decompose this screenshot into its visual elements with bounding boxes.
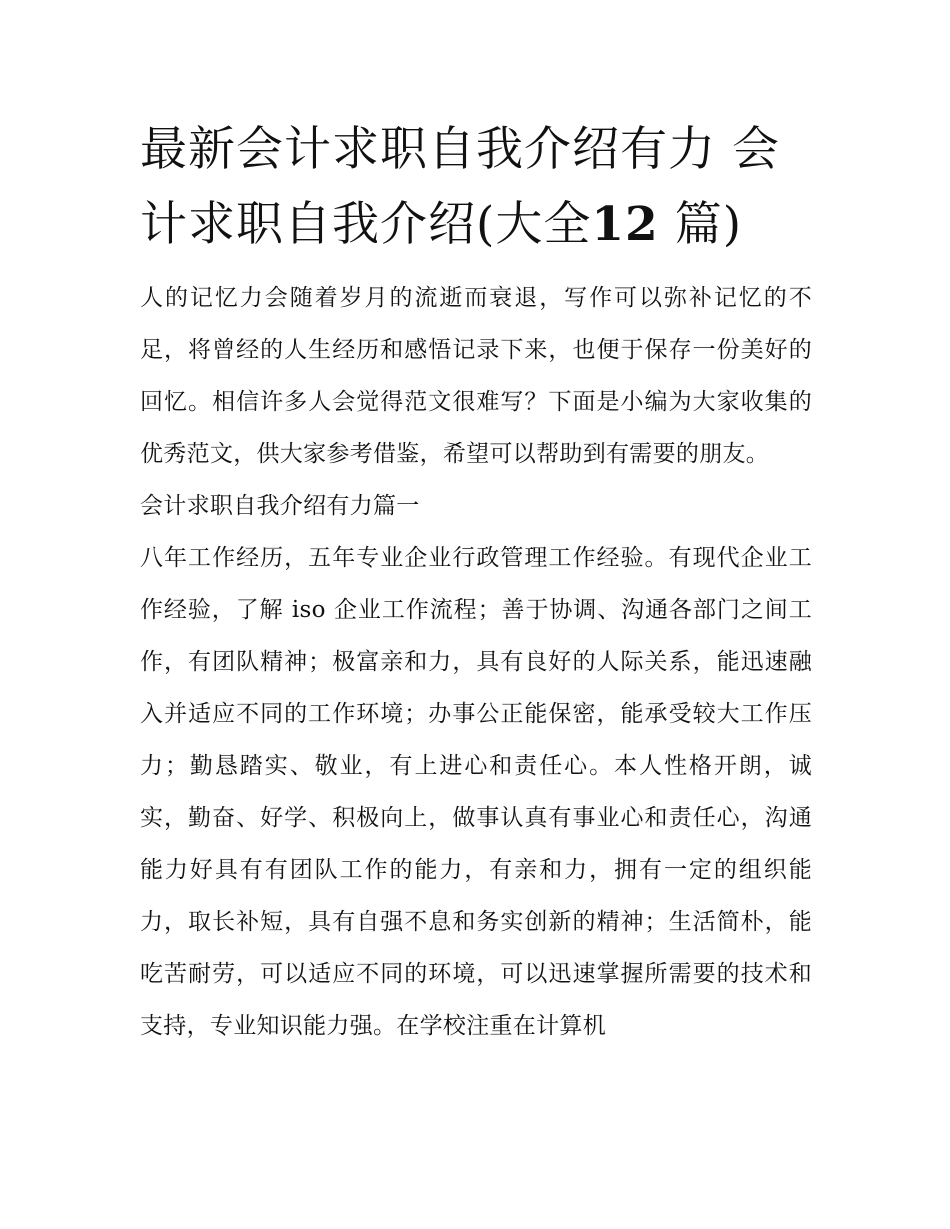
intro-paragraph: 人的记忆力会随着岁月的流逝而衰退，写作可以弥补记忆的不足，将曾经的人生经历和感悟记录下来，也便于保存一份美好的回忆。相信许多人会觉得范文很难写？下面是小编为大家收集的优秀范文，供大家参考借鉴，希望可以帮助到有需要的朋友。 [140, 285, 812, 467]
section-heading: 会计求职自我介绍有力篇一 [140, 493, 420, 519]
title-text: 最新会计求职自我介绍有力 会计求职自我介绍(大全 [140, 122, 780, 252]
title-suffix: 篇) [658, 197, 743, 252]
title-number: 12 [591, 197, 659, 252]
section-body-paragraph: 八年工作经历，五年专业企业行政管理工作经验。有现代企业工作经验，了解 iso 企业工作流程；善于协调、沟通各部门之间工作，有团队精神；极富亲和力，具有良好的人际关系，能迅速融入并适应不同的工作环境；办事公正能保密，能承受较大工作压力；勤恳踏实、敬业，有上进心和责任心。本人性格开朗，诚实，勤奋、好学、积极向上，做事认真有事业心和责任心，沟通能力好具有有团队工作的能力，有亲和力，拥有一定的组织能力，取长补短，具有自强不息和务实创新的精神；生活简朴，能吃苦耐劳，可以适应不同的环境，可以迅速掌握所需要的技术和支持，专业知识能力强。在学校注重在计算机 [140, 545, 812, 1039]
document-page [140, 112, 812, 1052]
document-title [140, 112, 812, 262]
